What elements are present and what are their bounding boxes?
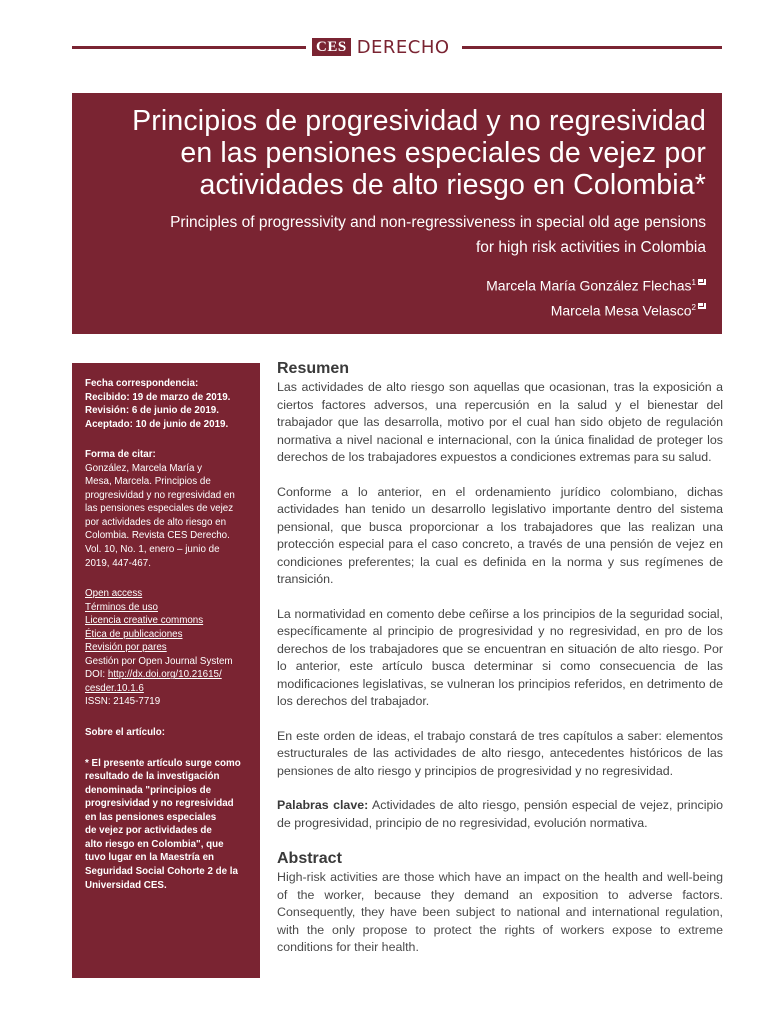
date-accepted: Aceptado: 10 de junio de 2019. — [85, 418, 229, 430]
author-2 — [112, 297, 706, 322]
author-1 — [112, 272, 706, 297]
title-line: Principios de progresividad y no regresividad — [132, 105, 706, 137]
cite-line: González, Marcela María y — [85, 462, 203, 474]
doi-label: DOI: — [85, 669, 108, 681]
date-revision: Revisión: 6 de junio de 2019. — [85, 405, 219, 417]
note-line: tuvo lugar en la Maestría en — [85, 852, 215, 864]
resumen-paragraph: Las actividades de alto riesgo son aquellas que ocasionan, tras la exposición a ciertos factores adversos, una repercusión en la salud y el bienestar del trabajador que las desarrolla, motivo por el cual han sido objeto de regulación normativa a nivel nacional e internacional, con la única finalidad de proteger los derechos de los trabajadores expuestos a condiciones extremas para su salud. — [277, 380, 723, 464]
note-line: de vejez por actividades de — [85, 825, 212, 837]
resumen-heading: Resumen — [277, 360, 350, 377]
brand-logo-ces: CES — [312, 38, 351, 56]
cite-line: Mesa, Marcela. Principios de — [85, 476, 211, 488]
cite-line: por actividades de alto riesgo en — [85, 516, 227, 528]
abstract-heading: Abstract — [277, 850, 342, 867]
author-name: Marcela Mesa Velasco — [550, 302, 692, 319]
resumen-paragraph: En este orden de ideas, el trabajo constará de tres capítulos a saber: elementos estructurales de las actividades de alto riesgo, antecedentes históricos de las pensiones de alto riesgo y principios de progresividad y no regresividad. — [277, 728, 723, 778]
author-affiliation: 1 — [691, 278, 696, 287]
header-rule-left — [72, 46, 306, 49]
resumen-paragraph: Conforme a lo anterior, en el ordenamiento jurídico colombiano, dichas actividades han tenido un desarrollo legislativo importante dentro del sistema pensional, que busca proporcionar a los trabajadores que las realizan una protección especial para el caso concreto, a través de una pensión de vejez en condiciones preferentes; la cual es definida en la norma y sus regímenes de transición. — [277, 484, 723, 586]
keywords-text: Actividades de alto riesgo, pensión especial de vejez, principio de progresividad, principio de no regresividad, evolución normativa. — [277, 798, 723, 830]
author-list — [112, 272, 706, 321]
note-line: * El presente artículo surge como — [85, 757, 241, 769]
doi-link-continued[interactable]: cesder.10.1.6 — [85, 682, 144, 694]
link-etica[interactable]: Ética de publicaciones — [85, 628, 183, 640]
note-line: Seguridad Social Cohorte 2 de la — [85, 865, 238, 877]
cite-line: las pensiones especiales de vejez — [85, 503, 234, 515]
link-terminos-de-uso[interactable]: Términos de uso — [85, 601, 158, 613]
journal-brand — [312, 36, 458, 58]
resumen-paragraph: La normatividad en comento debe ceñirse a los principios de la seguridad social, específicamente al principio de progresividad y no regresividad, en pro de los derechos de los trabajadores que se encuentran en situación de alto riesgo. Por lo anterior, este artículo busca determinar si como consecuencia de las modificaciones legislativas, se vulneran los principios referidos, en detrimento de los derechos del trabajador. — [277, 606, 723, 708]
article-title-block — [72, 93, 722, 334]
title-line: actividades de alto riesgo en Colombia* — [199, 169, 706, 201]
ojs-note: Gestión por Open Journal System — [85, 655, 233, 667]
abstract-paragraph: High-risk activities are those which have an impact on the health and well-being of the worker, because they demand an exposition to adverse factors. Consequently, they have been subject to national and international regulation, with the only propose to protect the rights of workers expose to extreme conditions for their health. — [277, 870, 723, 954]
brand-section-name: DERECHO — [356, 36, 450, 58]
article-info-sidebar — [72, 363, 260, 978]
about-heading: Sobre el artículo: — [85, 727, 166, 739]
sidebar-links — [85, 587, 248, 655]
cite-line: Vol. 10, No. 1, enero – junio de — [85, 544, 220, 556]
cite-line: Colombia. Revista CES Derecho. — [85, 530, 230, 542]
author-affiliation: 2 — [691, 302, 696, 312]
keywords — [277, 797, 723, 832]
date-received: Recibido: 19 de marzo de 2019. — [85, 391, 231, 403]
author-name: Marcela María González Flechas — [486, 277, 692, 294]
link-open-access[interactable]: Open access — [85, 588, 143, 600]
doi-line — [85, 668, 248, 682]
cite-heading: Forma de citar: — [85, 449, 156, 461]
title-line: en las pensiones especiales de vejez por — [180, 137, 706, 169]
keywords-label: Palabras clave: — [277, 798, 369, 812]
note-line: alto riesgo en Colombia", que — [85, 838, 224, 850]
note-line: progresividad y no regresividad — [85, 798, 234, 810]
mail-icon[interactable] — [698, 279, 706, 285]
note-line: Universidad CES. — [85, 879, 167, 891]
cite-line: progresividad y no regresividad en — [85, 489, 235, 501]
journal-header — [72, 36, 722, 58]
dates-heading: Fecha correspondencia: — [85, 378, 199, 389]
issn: ISSN: 2145-7719 — [85, 696, 161, 708]
header-rule-right — [462, 46, 722, 49]
mail-icon[interactable] — [698, 303, 706, 309]
note-line: denominada "principios de — [85, 784, 212, 796]
link-revision-por-pares[interactable]: Revisión por pares — [85, 642, 167, 654]
cite-line: 2019, 447-467. — [85, 557, 151, 569]
article-title-english: Principles of progressivity and non-regressiveness in special old age pensions for high risk activities in Colombia — [170, 214, 706, 256]
article-body — [277, 359, 723, 957]
note-line: en las pensiones especiales — [85, 811, 217, 823]
doi-link[interactable]: http://dx.doi.org/10.21615/ — [107, 669, 222, 681]
link-licencia[interactable]: Licencia creative commons — [85, 615, 204, 627]
article-title-spanish — [112, 105, 706, 201]
note-line: resultado de la investigación — [85, 771, 220, 783]
article-footnote — [85, 757, 248, 892]
